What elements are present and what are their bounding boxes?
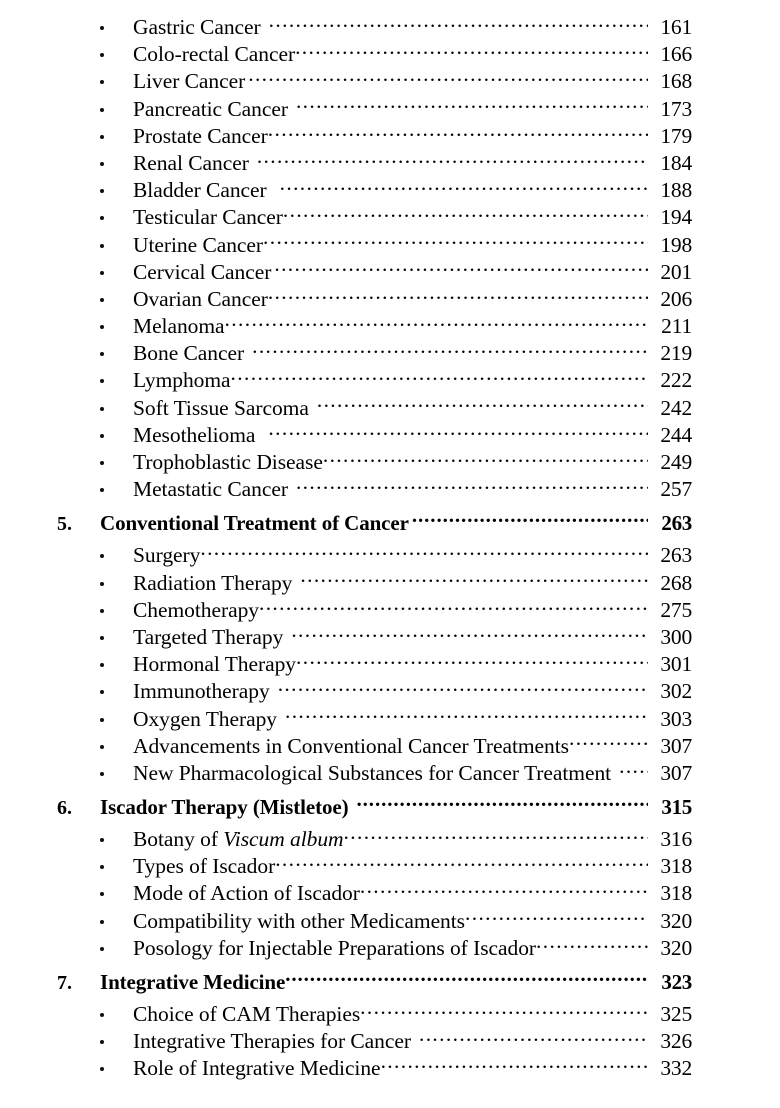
page-number: 222 <box>660 368 692 393</box>
bullet-icon <box>0 70 100 97</box>
page-number: 263 <box>660 543 692 568</box>
chapter-title: Conventional Treatment of Cancer <box>100 511 409 536</box>
leader-dots <box>323 453 648 469</box>
bullet-icon <box>0 206 100 233</box>
entry-title: Bone Cancer <box>133 341 245 366</box>
bullet-icon <box>0 544 100 571</box>
bullet-icon <box>0 572 100 599</box>
bullet-icon <box>0 98 100 125</box>
page-number: 244 <box>660 422 692 447</box>
leader-dots <box>200 546 648 562</box>
page-number: 206 <box>660 286 692 311</box>
bullet-dot-shape <box>100 162 104 166</box>
entry-title: Immunotherapy <box>133 679 270 704</box>
leader-dots <box>295 45 648 61</box>
leader-dots <box>360 1005 648 1021</box>
bullet-icon <box>0 937 100 964</box>
leader-dots <box>569 737 648 753</box>
bullet-icon <box>0 478 100 505</box>
leader-dots <box>252 344 648 360</box>
bullet-icon <box>0 882 100 909</box>
toc-entry-row[interactable] <box>0 395 780 422</box>
toc-entry-row[interactable] <box>0 1055 780 1082</box>
leader-dots <box>344 830 648 846</box>
page-number: 275 <box>660 597 692 622</box>
leader-dots <box>381 1059 648 1075</box>
toc-entry-row[interactable] <box>0 476 780 503</box>
entry-title: Uterine Cancer <box>133 232 264 257</box>
entry-title: Oxygen Therapy <box>133 706 277 731</box>
bullet-icon <box>0 910 100 937</box>
bullet-icon <box>0 43 100 70</box>
leader-dots <box>360 884 648 900</box>
bullet-dot-shape <box>100 745 104 749</box>
toc-chapter-row[interactable] <box>0 792 780 822</box>
bullet-icon <box>0 1003 100 1030</box>
entry-title-text: Botany of <box>133 827 224 852</box>
chapter-title: Iscador Therapy (Mistletoe) <box>100 795 349 820</box>
entry-title: Prostate Cancer <box>133 123 268 148</box>
page-number: 166 <box>660 42 692 67</box>
entry-title: Ovarian Cancer <box>133 286 268 311</box>
entry-title: Metastatic Cancer <box>133 477 288 502</box>
bullet-icon <box>0 315 100 342</box>
bullet-dot-shape <box>100 271 104 275</box>
leader-dots <box>465 912 648 928</box>
bullet-icon <box>0 16 100 43</box>
bullet-dot-shape <box>100 636 104 640</box>
page-number: 198 <box>660 232 692 257</box>
entry-title: Testicular Cancer <box>133 205 283 230</box>
entry-title: Choice of CAM Therapies <box>133 1002 361 1026</box>
page-number: 302 <box>660 679 692 704</box>
leader-dots <box>275 857 648 873</box>
leader-dots <box>296 655 648 671</box>
page-number: 323 <box>661 970 692 994</box>
toc-entry-row[interactable] <box>0 449 780 476</box>
toc-entry-row[interactable] <box>0 41 780 68</box>
entry-title: Trophoblastic Disease <box>133 450 323 474</box>
toc-entry-row[interactable] <box>0 313 780 340</box>
leader-dots <box>283 208 648 224</box>
leader-dots <box>278 682 648 698</box>
leader-dots <box>285 710 648 726</box>
chapter-number: 5. <box>57 513 72 536</box>
toc-entry-row[interactable] <box>0 286 780 313</box>
bullet-icon <box>0 369 100 396</box>
toc-entry-row[interactable] <box>0 123 780 150</box>
leader-dots <box>291 628 648 644</box>
bullet-icon <box>0 626 100 653</box>
bullet-dot-shape <box>100 244 104 248</box>
page-number: 300 <box>660 624 692 649</box>
bullet-dot-shape <box>100 26 104 30</box>
chapter-number: 7. <box>57 972 72 994</box>
chapter-title: Integrative Medicine <box>100 970 286 994</box>
bullet-icon <box>0 599 100 626</box>
entry-title: Mesothelioma <box>133 422 256 447</box>
toc-chapter-row[interactable] <box>0 967 780 997</box>
toc-entry-row[interactable] <box>0 14 780 41</box>
toc-entry-row[interactable] <box>0 853 780 880</box>
bullet-dot-shape <box>100 135 104 139</box>
bullet-dot-shape <box>100 108 104 112</box>
toc-entry-row[interactable] <box>0 826 780 853</box>
bullet-dot-shape <box>100 1013 104 1017</box>
bullet-dot-shape <box>100 920 104 924</box>
leader-dots <box>268 290 648 306</box>
entry-title: Posology for Injectable Preparations of Iscador <box>133 935 537 960</box>
page-number: 316 <box>660 827 692 852</box>
entry-title: Liver Cancer <box>133 69 246 94</box>
toc-entry-row[interactable] <box>0 880 780 907</box>
leader-dots <box>619 764 648 780</box>
bullet-icon <box>0 762 100 789</box>
bullet-icon <box>0 397 100 424</box>
page-number: 219 <box>660 341 692 366</box>
page-number: 318 <box>660 854 692 879</box>
toc-entry-row[interactable] <box>0 678 780 705</box>
bullet-dot-shape <box>100 582 104 586</box>
toc-entry-row[interactable] <box>0 597 780 624</box>
page-number: 307 <box>660 760 692 785</box>
entry-title: Integrative Therapies for Cancer <box>133 1029 411 1054</box>
bullet-icon <box>0 708 100 735</box>
page-number: 301 <box>660 652 692 677</box>
page-number: 184 <box>660 150 692 175</box>
entry-title: Pancreatic Cancer <box>133 96 288 121</box>
toc-entry-row[interactable] <box>0 259 780 286</box>
page-number: 257 <box>660 477 692 502</box>
bullet-icon <box>0 288 100 315</box>
toc-entry-row[interactable] <box>0 340 780 367</box>
toc-entry-row[interactable] <box>0 760 780 787</box>
leader-dots <box>257 154 648 170</box>
page-number: 303 <box>660 706 692 731</box>
bullet-icon <box>0 451 100 478</box>
bullet-icon <box>0 680 100 707</box>
bullet-dot-shape <box>100 718 104 722</box>
bullet-icon <box>0 261 100 288</box>
leader-dots <box>268 426 648 442</box>
bullet-icon <box>0 234 100 261</box>
page-number: 242 <box>660 395 692 420</box>
bullet-icon <box>0 125 100 152</box>
entry-title: Mode of Action of Iscador <box>133 881 360 906</box>
bullet-dot-shape <box>100 298 104 302</box>
entry-title: Advancements in Conventional Cancer Treatments <box>133 733 569 758</box>
leader-dots <box>231 371 648 387</box>
leader-dots <box>300 574 648 590</box>
toc-entry-row[interactable] <box>0 651 780 678</box>
toc-entry-row[interactable] <box>0 68 780 95</box>
bullet-icon <box>0 342 100 369</box>
page-number: 307 <box>660 733 692 758</box>
entry-title: Bladder Cancer <box>133 178 267 203</box>
leader-dots <box>263 236 648 252</box>
page-number: 211 <box>661 314 692 339</box>
leader-dots <box>248 72 648 88</box>
page-number: 161 <box>660 15 692 39</box>
toc-entry-row[interactable] <box>0 542 780 569</box>
entry-title: Types of Iscador <box>133 854 276 879</box>
entry-title: Renal Cancer <box>133 150 249 175</box>
toc-entry-row[interactable] <box>0 232 780 259</box>
bullet-icon <box>0 1030 100 1057</box>
page-number: 179 <box>660 123 692 148</box>
bullet-icon <box>0 735 100 762</box>
entry-title: Role of Integrative Medicine <box>133 1056 381 1081</box>
bullet-dot-shape <box>100 461 104 465</box>
page-number: 318 <box>660 881 692 906</box>
leader-dots <box>317 399 648 415</box>
entry-title: Chemotherapy <box>133 597 259 622</box>
page-number: 263 <box>661 511 692 536</box>
entry-title: Lymphoma <box>133 368 231 393</box>
leader-dots <box>296 100 648 116</box>
leader-dots <box>280 181 648 197</box>
bullet-dot-shape <box>100 947 104 951</box>
page-number: 315 <box>661 795 692 820</box>
entry-title: Colo-rectal Cancer <box>133 42 296 67</box>
page-number: 320 <box>660 935 692 960</box>
page-number: 168 <box>660 69 692 94</box>
entry-title: Compatibility with other Medicaments <box>133 908 465 933</box>
leader-dots <box>268 127 648 143</box>
chapter-number: 6. <box>57 797 72 820</box>
entry-title: Hormonal Therapy <box>133 652 296 677</box>
leader-dots <box>536 939 648 955</box>
page-number: 201 <box>660 259 692 284</box>
leader-dots <box>274 263 648 279</box>
toc-entry-row[interactable] <box>0 150 780 177</box>
page-number: 332 <box>660 1056 692 1081</box>
entry-title: Melanoma <box>133 314 225 339</box>
toc-entry-row[interactable] <box>0 1001 780 1028</box>
leader-dots <box>296 480 648 496</box>
toc-entry-row[interactable] <box>0 422 780 449</box>
entry-title <box>100 826 344 853</box>
leader-dots <box>412 514 648 530</box>
leader-dots <box>419 1032 648 1048</box>
toc-entry-row[interactable] <box>0 1028 780 1055</box>
bullet-dot-shape <box>100 434 104 438</box>
entry-title-italic-term: Viscum album <box>223 827 344 852</box>
toc-chapter-row[interactable] <box>0 508 780 538</box>
leader-dots <box>357 798 649 814</box>
page-number: 326 <box>660 1029 692 1054</box>
entry-title: Gastric Cancer <box>133 15 261 39</box>
bullet-icon <box>0 653 100 680</box>
page-number: 320 <box>660 908 692 933</box>
entry-title: Soft Tissue Sarcoma <box>133 395 309 420</box>
page-number: 188 <box>660 178 692 203</box>
bullet-icon <box>0 828 100 855</box>
entry-title: Radiation Therapy <box>133 570 293 595</box>
page-number: 249 <box>660 450 692 474</box>
bullet-icon <box>0 179 100 206</box>
toc-entry-row[interactable] <box>0 733 780 760</box>
toc-entry-row[interactable] <box>0 177 780 204</box>
bullet-icon <box>0 1057 100 1084</box>
leader-dots <box>225 317 648 333</box>
leader-dots <box>285 973 648 989</box>
toc-entry-row[interactable] <box>0 706 780 733</box>
page-number: 268 <box>660 570 692 595</box>
entry-title: New Pharmacological Substances for Cancer Treatment <box>133 760 612 785</box>
page-number: 194 <box>660 205 692 230</box>
page-number: 173 <box>660 96 692 121</box>
bullet-icon <box>0 424 100 451</box>
toc-entry-row[interactable] <box>0 570 780 597</box>
entry-title: Cervical Cancer <box>133 259 272 284</box>
toc-entry-row[interactable] <box>0 624 780 651</box>
page-number: 325 <box>660 1002 692 1026</box>
leader-dots <box>269 18 648 34</box>
leader-dots <box>259 601 648 617</box>
toc-entry-row[interactable] <box>0 96 780 123</box>
toc-entry-row[interactable] <box>0 935 780 962</box>
entry-title: Surgery <box>133 543 201 568</box>
bullet-dot-shape <box>100 772 104 776</box>
bullet-dot-shape <box>100 407 104 411</box>
toc-entry-row[interactable] <box>0 908 780 935</box>
toc-entry-row[interactable] <box>0 204 780 231</box>
bullet-icon <box>0 855 100 882</box>
entry-title: Targeted Therapy <box>133 624 284 649</box>
bullet-icon <box>0 152 100 179</box>
toc-entry-row[interactable] <box>0 367 780 394</box>
bullet-dot-shape <box>100 609 104 613</box>
